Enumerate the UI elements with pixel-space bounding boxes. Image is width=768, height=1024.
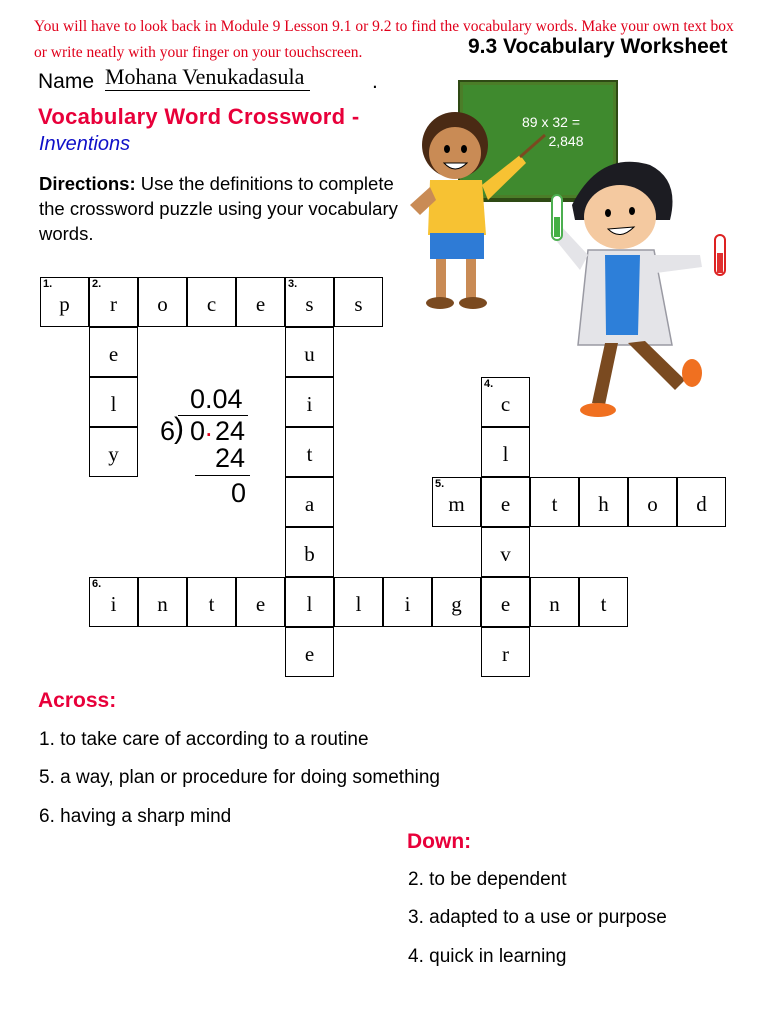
directions-text: Use the definitions to complete the crossword puzzle using your vocabulary words. (39, 173, 398, 244)
cell-letter: p (59, 291, 70, 316)
cell-letter: c (500, 391, 511, 416)
crossword-cell[interactable] (530, 577, 579, 627)
across-title: Across: (38, 689, 117, 712)
cell-letter: l (306, 591, 313, 616)
division-bracket: ) (174, 412, 184, 445)
cell-letter: s (305, 291, 314, 316)
crossword-cell[interactable] (628, 477, 677, 527)
directions (39, 171, 399, 246)
cell-letter: e (500, 591, 511, 616)
decimal-arrow-mark: . (205, 412, 213, 442)
name-end-mark: . (372, 70, 378, 93)
across-clue-5: 5. a way, plan or procedure for doing something (39, 767, 440, 788)
cell-letter: d (696, 491, 707, 516)
down-clue-2: 2. to be dependent (408, 869, 567, 890)
cell-letter: t (600, 591, 607, 616)
cell-letter: e (255, 591, 266, 616)
crossword-cell[interactable] (285, 277, 334, 327)
cell-letter: o (647, 491, 658, 516)
cell-letter: c (206, 291, 217, 316)
crossword-cell[interactable] (285, 327, 334, 377)
crossword-cell[interactable] (432, 477, 481, 527)
crossword-cell[interactable] (236, 577, 285, 627)
crossword-cell[interactable] (89, 377, 138, 427)
cell-letter: a (304, 491, 315, 516)
cell-letter: n (549, 591, 560, 616)
down-title: Down: (407, 830, 472, 853)
cell-letter: e (500, 491, 511, 516)
kids-illustration (400, 105, 740, 425)
crossword-title: Vocabulary Word Crossword - (38, 104, 360, 129)
cell-letter: i (110, 591, 117, 616)
cell-letter: n (157, 591, 168, 616)
crossword-cell[interactable] (187, 577, 236, 627)
crossword-cell[interactable] (481, 527, 530, 577)
subtract-line: 24 (215, 443, 246, 473)
divisor: 6 (160, 416, 176, 446)
worksheet-title: 9.3 Vocabulary Worksheet (468, 35, 728, 58)
across-clue-6: 6. having a sharp mind (39, 806, 232, 827)
crossword-cell[interactable] (285, 477, 334, 527)
crossword-cell[interactable] (138, 577, 187, 627)
clue-number: 4. (484, 378, 494, 390)
crossword-subtitle: Inventions (39, 133, 131, 155)
remainder: 0 (231, 478, 247, 508)
crossword-cell[interactable] (285, 427, 334, 477)
cell-letter: l (502, 441, 509, 466)
cell-letter: l (355, 591, 362, 616)
clue-number: 1. (43, 278, 53, 290)
crossword-cell[interactable] (89, 327, 138, 377)
crossword-cell[interactable] (481, 377, 530, 427)
cell-letter: r (502, 641, 509, 666)
crossword-cell[interactable] (187, 277, 236, 327)
crossword-cell[interactable] (481, 477, 530, 527)
crossword-cell[interactable] (285, 627, 334, 677)
crossword-cell[interactable] (432, 577, 481, 627)
clue-number: 2. (92, 278, 102, 290)
name-field[interactable]: Mohana Venukadasula (105, 64, 310, 91)
cell-letter: r (110, 291, 117, 316)
cell-letter: i (306, 391, 313, 416)
crossword-cell[interactable] (530, 477, 579, 527)
dividend-right: 24 (215, 416, 246, 446)
division-work (160, 385, 260, 510)
cell-letter: y (108, 441, 119, 466)
crossword-cell[interactable] (236, 277, 285, 327)
name-label: Name (38, 70, 95, 93)
crossword-cell[interactable] (677, 477, 726, 527)
down-clue-4: 4. quick in learning (408, 946, 567, 967)
crossword-cell[interactable] (334, 577, 383, 627)
cell-letter: v (500, 541, 511, 566)
cell-letter: e (304, 641, 315, 666)
crossword-cell[interactable] (481, 627, 530, 677)
crossword-cell[interactable] (481, 427, 530, 477)
crossword-cell[interactable] (89, 277, 138, 327)
crossword-cell[interactable] (334, 277, 383, 327)
cell-letter: t (551, 491, 558, 516)
crossword-cell[interactable] (40, 277, 89, 327)
crossword-cell[interactable] (285, 577, 334, 627)
scientist-boy-icon (550, 162, 725, 417)
dividend-left: 0 (190, 416, 206, 446)
board-line-2: 2,848 (548, 133, 584, 149)
directions-label: Directions: (39, 173, 136, 194)
cell-letter: l (110, 391, 117, 416)
crossword-cell[interactable] (89, 577, 138, 627)
cell-letter: o (157, 291, 168, 316)
instruction-text: You will have to look back in Module 9 Lesson 9.1 or 9.2 to find the vocabulary words. Make your own text box or write neatly with your finger on your touchscreen. (34, 18, 734, 61)
clue-number: 3. (288, 278, 298, 290)
crossword-cell[interactable] (138, 277, 187, 327)
cell-letter: i (404, 591, 411, 616)
crossword-cell[interactable] (579, 577, 628, 627)
cell-letter: t (208, 591, 215, 616)
crossword-cell[interactable] (89, 427, 138, 477)
crossword-cell[interactable] (285, 527, 334, 577)
crossword-cell[interactable] (383, 577, 432, 627)
cell-letter: m (448, 491, 465, 516)
cell-letter: s (354, 291, 363, 316)
cell-letter: e (255, 291, 266, 316)
board-line-1: 89 x 32 = (522, 114, 580, 130)
boy-with-pointer-icon (410, 112, 545, 309)
clue-number: 5. (435, 478, 445, 490)
cell-letter: u (304, 341, 315, 366)
crossword-cell[interactable] (481, 577, 530, 627)
down-clue-3: 3. adapted to a use or purpose (408, 907, 667, 928)
subtract-bar (195, 475, 250, 476)
across-clue-1: 1. to take care of according to a routine (39, 729, 369, 750)
cell-letter: e (108, 341, 119, 366)
crossword-cell[interactable] (579, 477, 628, 527)
cell-letter: t (306, 441, 313, 466)
crossword-cell[interactable] (285, 377, 334, 427)
cell-letter: b (304, 541, 315, 566)
cell-letter: h (598, 491, 609, 516)
cell-letter: g (451, 591, 462, 616)
quotient: 0.04 (190, 384, 243, 414)
clue-number: 6. (92, 578, 102, 590)
